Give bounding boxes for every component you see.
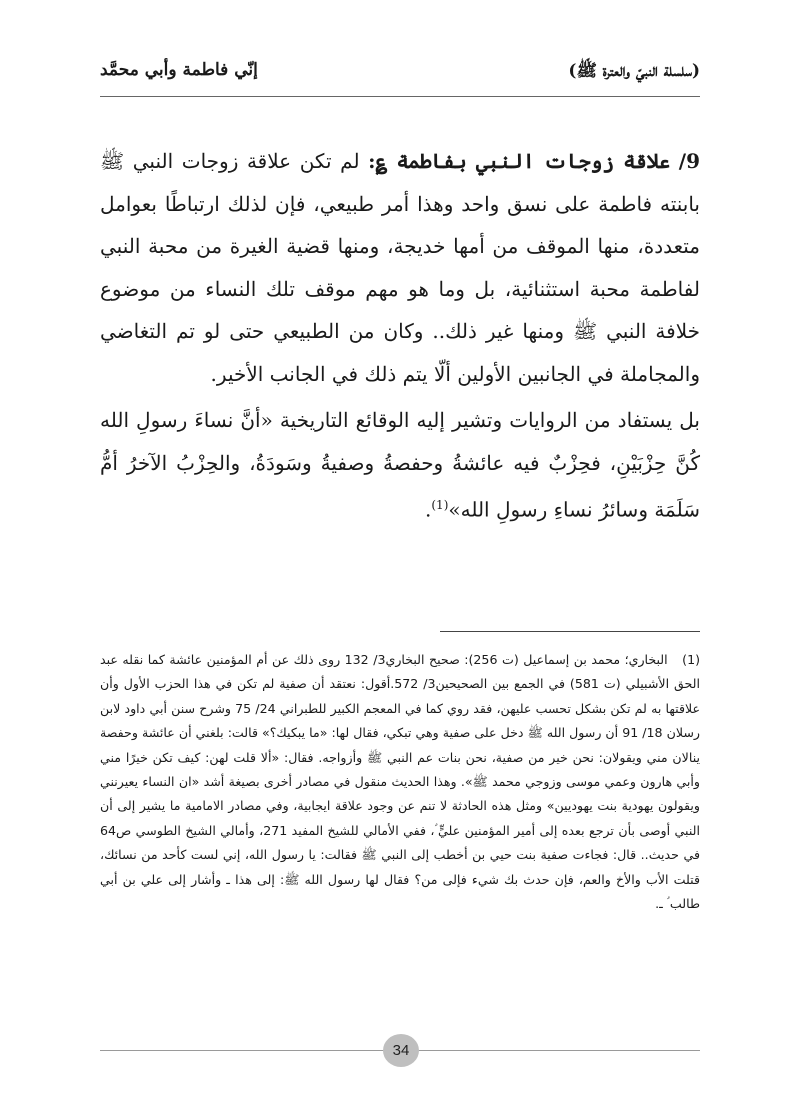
footnote-divider [440, 631, 700, 632]
running-header [100, 60, 700, 88]
footnote-ref[interactable]: (1) [431, 498, 449, 512]
paragraph-2 [100, 399, 700, 531]
main-text [100, 140, 700, 531]
section-heading: علاقة زوجات النبي بفاطمة ؏: [368, 149, 671, 173]
footnote [100, 648, 700, 916]
paragraph-1 [100, 140, 700, 395]
paragraph-1-text: لم تكن علاقة زوجات النبي ﷺ بابنته فاطمة على نسق واحد وهذا أمر طبيعي، فإن لذلك ارتباطًا بعوامل متعددة، منها الموقف من أمها خديجة، ومنها قضية الغيرة من محبة النبي لفاطمة محبة استثنائية، بل وما هو مهم موقف تلك النساء من موضوع خلافة النبي ﷺ ومنها غير ذلك.. وكان من الطبيعي حتى لو تم التغاضي والمجاملة في الجانبين الأولين ألّا يتم ذلك في الجانب الأخير. [100, 149, 700, 386]
paragraph-2-end: . [425, 497, 432, 522]
book-title: إنّي فاطمة وأبي محمَّد [100, 60, 258, 80]
page-number: 34 [383, 1034, 419, 1067]
header-divider [100, 96, 700, 97]
paragraph-2-text: بل يستفاد من الروايات وتشير إليه الوقائع التاريخية «أنَّ نساءَ رسولِ الله كُنَّ حِزْبَيْنِ، فحِزْبٌ فيه عائشةُ وحفصةُ وصفيةُ وسَودَةُ، والحِزْبُ الآخرُ أمُّ سَلَمَة وسائرُ نساءِ رسولِ الله» [100, 408, 700, 522]
section-number: 9/ [678, 149, 701, 173]
footnote-number: (1) [682, 652, 700, 667]
series-title: (سلسلة النبيّ والعترة ﷺ) [568, 61, 700, 81]
footnote-text: البخاري؛ محمد بن إسماعيل (ت 256): صحيح البخاري3/ 132 روى ذلك عن أم المؤمنين عائشة كما نقله عبد الحق الأشبيلي (ت 581) في الجمع بين الصحيحين3/ 572.أقول: نعتقد أن صفية لم تكن في هذا الحزب الأول وأن علاقتها به لم تكن بشكل تحسب عليهن، فقد روي كما في المعجم الكبير للطبراني 24/ 75 وشرح سنن أبي داود لابن رسلان 18/ 91 أن رسول الله ﷺ دخل على صفية وهي تبكي، فقال لها: «ما يبكيك؟» قالت: بلغني أن عائشة وحفصة ينالان مني ويقولان: نحن خير من صفية، نحن بنات عم النبي ﷺ وأزواجه. فقال: «ألا قلت لهن: كيف تكن خيرًا مني وأبي هارون وعمي موسى وزوجي محمد ﷺ». وهذا الحديث منقول في مصادر أخرى بصيغة أشد «ان النساء يعيرنني ويقولون يهودية بنت يهوديين» ومثل هذه الحادثة لا تنم عن وجود علاقة ايجابية، وفي مصادر الامامية ما يشير إلى أن النبي أوصى بأن ترجع بعده إلى أمير المؤمنين عليٍّ ؑ، ففي الأمالي للشيخ المفيد 271، وأمالي الشيخ الطوسي ص64 في حديث.. قال: فجاءت صفية بنت حيي بن أخطب إلى النبي ﷺ فقالت: يا رسول الله، إني لست كأحد من نسائك، قتلت الأب والأخ والعم، فإن حدث بك شيء فإلى من؟ فقال لها رسول الله ﷺ: إلى هذا ـ وأشار إلى علي بن أبي طالب ؑ ـ. [100, 652, 701, 912]
